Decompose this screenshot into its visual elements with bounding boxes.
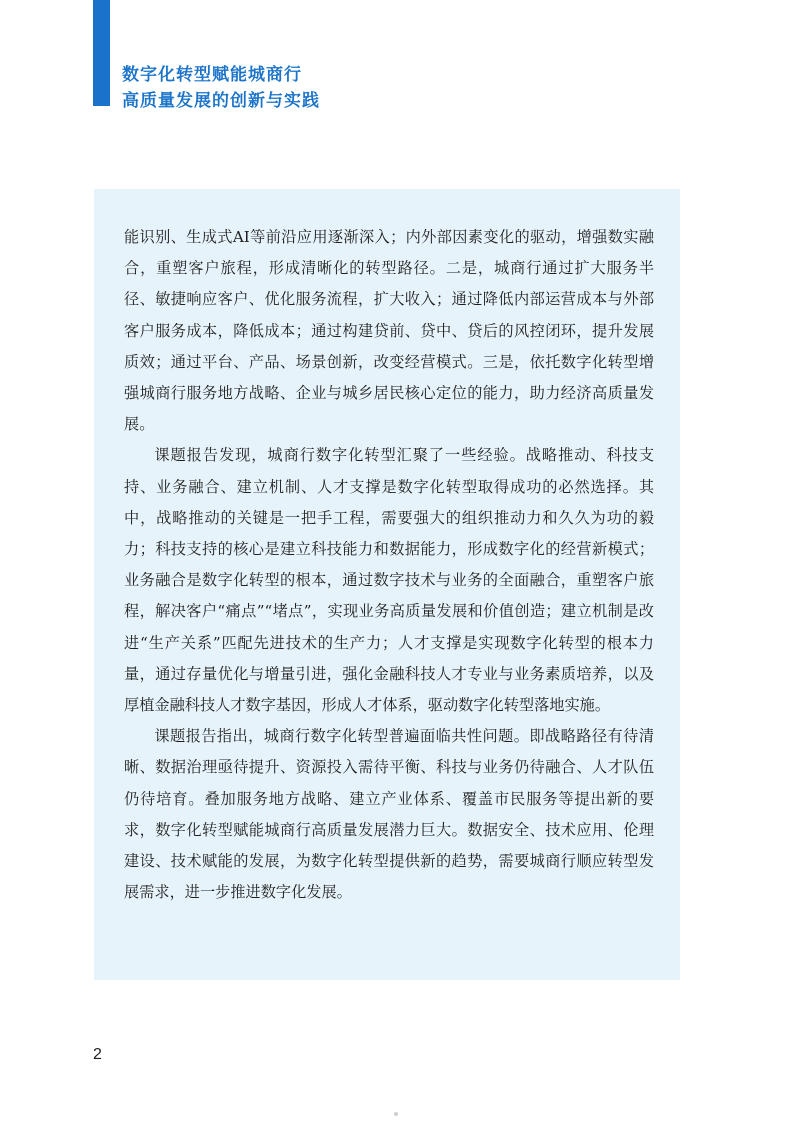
- footer-dot: [394, 1112, 398, 1116]
- summary-text: [124, 222, 654, 908]
- page-number: 2: [93, 1046, 102, 1063]
- header-accent-bar: [93, 0, 110, 106]
- book-title: [122, 62, 320, 114]
- paragraph-experience: 课题报告发现，城商行数字化转型汇聚了一些经验。战略推动、科技支持、业务融合、建立机制、人才支撑是数字化转型取得成功的必然选择。其中，战略推动的关键是一把手工程，需要强大的组织推动力和久久为功的毅力；科技支持的核心是建立科技能力和数据能力，形成数字化的经营新模式；业务融合是数字化转型的根本，通过数字技术与业务的全面融合，重塑客户旅程，解决客户“痛点”“堵点”，实现业务高质量发展和价值创造；建立机制是改进“生产关系”匹配先进技术的生产力；人才支撑是实现数字化转型的根本力量，通过存量优化与增量引进，强化金融科技人才专业与业务素质培养，以及厚植金融科技人才数字基因，形成人才体系，驱动数字化转型落地实施。: [124, 446, 654, 715]
- book-title-line-1: 数字化转型赋能城商行: [122, 65, 302, 85]
- book-title-line-2: 高质量发展的创新与实践: [122, 91, 320, 111]
- paragraph-continued: 能识别、生成式AI等前沿应用逐渐深入；内外部因素变化的驱动，增强数实融合，重塑客户旅程，形成清晰化的转型路径。二是，城商行通过扩大服务半径、敏捷响应客户、优化服务流程，扩大收入；通过降低内部运营成本与外部客户服务成本，降低成本；通过构建贷前、贷中、贷后的风控闭环，提升发展质效；通过平台、产品、场景创新，改变经营模式。三是，依托数字化转型增强城商行服务地方战略、企业与城乡居民核心定位的能力，助力经济高质量发展。: [124, 228, 654, 434]
- paragraph-problems: 课题报告指出，城商行数字化转型普遍面临共性问题。即战略路径有待清晰、数据治理亟待提升、资源投入需待平衡、科技与业务仍待融合、人才队伍仍待培育。叠加服务地方战略、建立产业体系、覆盖市民服务等提出新的要求，数字化转型赋能城商行高质量发展潜力巨大。数据安全、技术应用、伦理建设、技术赋能的发展，为数字化转型提供新的趋势，需要城商行顺应转型发展需求，进一步推进数字化发展。: [124, 727, 654, 902]
